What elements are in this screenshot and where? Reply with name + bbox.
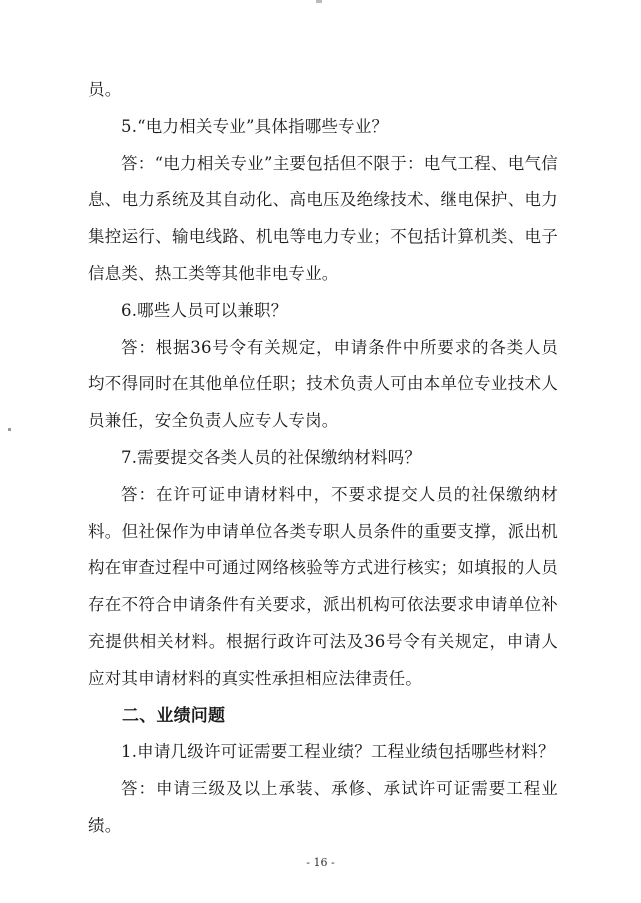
- scan-mark: [316, 0, 322, 3]
- question-7: 7.需要提交各类人员的社保缴纳材料吗？: [121, 447, 422, 467]
- answer-5: 答：“电力相关专业”主要包括但不限于：电气工程、电气信息、电力系统及其自动化、高电压及绝缘技术、继电保护、电力集控运行、输电线路、机电等电力专业；不包括计算机类、电子信息类、热工类等其他非电专业。: [88, 153, 558, 283]
- question-6: 6.哪些人员可以兼职？: [121, 300, 288, 320]
- paragraph-continuation: 员。: [88, 80, 122, 99]
- answer-1: 答：申请三级及以上承装、承修、承试许可证需要工程业绩。: [88, 779, 558, 835]
- question-5: 5.“电力相关专业”具体指哪些专业？: [121, 116, 389, 136]
- section-title: 二、业绩问题: [122, 705, 226, 726]
- document-body: [88, 72, 558, 845]
- answer-6: 答：根据36号令有关规定，申请条件中所要求的各类人员均不得同时在其他单位任职；技术负责人可由本单位专业技术人员兼任，安全负责人应专人专岗。: [88, 337, 558, 431]
- scan-mark: [8, 428, 11, 431]
- page-number: - 16 -: [306, 856, 335, 869]
- question-1: 1.申请几级许可证需要工程业绩？工程业绩包括哪些材料？: [121, 742, 555, 762]
- answer-7: 答：在许可证申请材料中，不要求提交人员的社保缴纳材料。但社保作为申请单位各类专职人员条件的重要支撑，派出机构在审查过程中可通过网络核验等方式进行核实；如填报的人员存在不符合申请条件有关要求，派出机构可依法要求申请单位补充提供相关材料。根据行政许可法及36号令有关规定，申请人应对其申请材料的真实性承担相应法律责任。: [88, 484, 558, 688]
